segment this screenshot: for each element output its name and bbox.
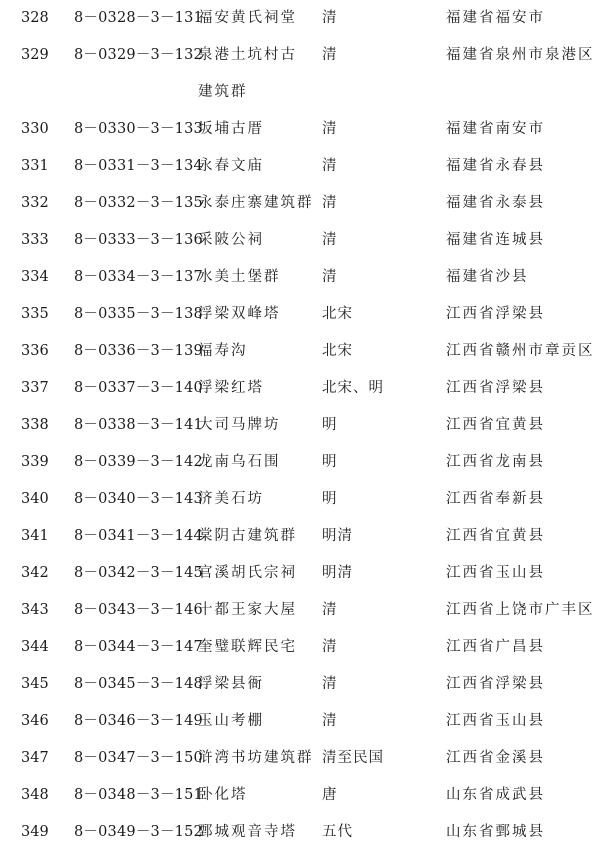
row-number-cell: 329 [21,47,49,63]
table-row [0,296,600,333]
row-code-cell: 8－0337－3－140 [74,380,203,396]
row-name-cell: 十都王家大屋 [198,602,297,618]
row-era-cell: 北宋 [322,343,353,359]
row-location-cell: 福建省永泰县 [446,195,545,211]
table-row [0,592,600,629]
table-row [0,0,600,37]
row-era-cell: 清 [322,195,338,211]
row-number-cell: 328 [21,10,49,26]
table-row [0,740,600,777]
row-number-cell: 342 [21,565,49,581]
row-location-cell: 福建省南安市 [446,121,545,137]
row-name-cell: 大司马牌坊 [198,417,281,433]
row-code-cell: 8－0342－3－145 [74,565,203,581]
table-row [0,666,600,703]
row-number-cell: 341 [21,528,49,544]
table-row [0,148,600,185]
row-name-cell: 浮梁红塔 [198,380,264,396]
row-number-cell: 337 [21,380,49,396]
table-row [0,37,600,111]
row-location-cell: 福建省永春县 [446,158,545,174]
row-name-cell: 龙南乌石围 [198,454,281,470]
row-code-cell: 8－0346－3－149 [74,713,203,729]
table-row [0,703,600,740]
row-location-cell: 福建省福安市 [446,10,545,26]
row-location-cell: 江西省奉新县 [446,491,545,507]
table-row [0,444,600,481]
row-location-cell: 江西省金溪县 [446,750,545,766]
row-era-cell: 清 [322,47,338,63]
row-number-cell: 345 [21,676,49,692]
row-era-cell: 明 [322,454,338,470]
row-name-cell: 官溪胡氏宗祠 [198,565,297,581]
row-name-cell: 济美石坊 [198,491,264,507]
table-row [0,777,600,814]
row-number-cell: 331 [21,158,49,174]
row-code-cell: 8－0328－3－131 [74,10,203,26]
row-number-cell: 344 [21,639,49,655]
row-name-cell: 浮梁县衙 [198,676,264,692]
row-number-cell: 347 [21,750,49,766]
table-row [0,407,600,444]
table-row [0,111,600,148]
row-era-cell: 明 [322,417,338,433]
row-code-cell: 8－0338－3－141 [74,417,203,433]
row-era-cell: 明清 [322,528,353,544]
row-code-cell: 8－0336－3－139 [74,343,203,359]
row-location-cell: 福建省沙县 [446,269,529,285]
row-name-cell: 永泰庄寨建筑群 [198,195,314,211]
row-era-cell: 清 [322,639,338,655]
row-era-cell: 清 [322,269,338,285]
row-number-cell: 330 [21,121,49,137]
row-era-cell: 清 [322,10,338,26]
row-location-cell: 山东省成武县 [446,787,545,803]
row-code-cell: 8－0333－3－136 [74,232,203,248]
row-code-cell: 8－0345－3－148 [74,676,203,692]
row-number-cell: 346 [21,713,49,729]
row-code-cell: 8－0341－3－144 [74,528,203,544]
row-era-cell: 唐 [322,787,338,803]
row-name-cell: 棠阴古建筑群 [198,528,297,544]
row-location-cell: 江西省龙南县 [446,454,545,470]
row-name-cell: 福寿沟 [198,343,248,359]
row-code-cell: 8－0343－3－146 [74,602,203,618]
table-row [0,814,600,851]
row-number-cell: 338 [21,417,49,433]
row-name-cell: 水美土堡群 [198,269,281,285]
table-row [0,555,600,592]
row-location-cell: 江西省浮梁县 [446,380,545,396]
row-number-cell: 349 [21,824,49,840]
row-number-cell: 333 [21,232,49,248]
row-code-cell: 8－0331－3－134 [74,158,203,174]
row-name-cell: 永春文庙 [198,158,264,174]
row-name-cell: 浮梁双峰塔 [198,306,281,322]
row-era-cell: 清 [322,676,338,692]
row-location-cell: 江西省浮梁县 [446,306,545,322]
row-location-cell: 江西省浮梁县 [446,676,545,692]
row-era-cell: 北宋、明 [322,380,384,396]
row-code-cell: 8－0335－3－138 [74,306,203,322]
row-number-cell: 339 [21,454,49,470]
row-location-cell: 江西省玉山县 [446,713,545,729]
row-location-cell: 江西省宜黄县 [446,528,545,544]
row-era-cell: 五代 [322,824,353,840]
row-code-cell: 8－0339－3－142 [74,454,203,470]
table-row [0,185,600,222]
table-row [0,629,600,666]
row-location-cell: 江西省广昌县 [446,639,545,655]
row-number-cell: 343 [21,602,49,618]
row-code-cell: 8－0347－3－150 [74,750,203,766]
row-name-cell: 福安黄氏祠堂 [198,10,297,26]
row-name-cell: 奎璧联辉民宅 [198,639,297,655]
table-row [0,222,600,259]
row-era-cell: 清 [322,602,338,618]
row-location-cell: 山东省鄄城县 [446,824,545,840]
row-era-cell: 明 [322,491,338,507]
row-name-cell: 采陂公祠 [198,232,264,248]
table-row [0,259,600,296]
row-number-cell: 334 [21,269,49,285]
row-era-cell: 清 [322,232,338,248]
row-era-cell: 清 [322,713,338,729]
row-era-cell: 清至民国 [322,750,384,766]
row-location-cell: 江西省上饶市广丰区 [446,602,595,618]
row-code-cell: 8－0340－3－143 [74,491,203,507]
row-location-cell: 江西省宜黄县 [446,417,545,433]
row-number-cell: 335 [21,306,49,322]
row-code-cell: 8－0344－3－147 [74,639,203,655]
row-code-cell: 8－0334－3－137 [74,269,203,285]
row-code-cell: 8－0330－3－133 [74,121,203,137]
row-location-cell: 福建省连城县 [446,232,545,248]
table-row [0,481,600,518]
row-code-cell: 8－0329－3－132 [74,47,203,63]
row-location-cell: 福建省泉州市泉港区 [446,47,595,63]
row-name-cell: 浒湾书坊建筑群 [198,750,314,766]
table-row [0,518,600,555]
row-era-cell: 清 [322,158,338,174]
row-location-cell: 江西省赣州市章贡区 [446,343,595,359]
row-code-cell: 8－0349－3－152 [74,824,203,840]
row-era-cell: 明清 [322,565,353,581]
row-number-cell: 348 [21,787,49,803]
row-number-cell: 332 [21,195,49,211]
row-name-cell: 卧化塔 [198,787,248,803]
table-row [0,370,600,407]
row-name-cell: 鄄城观音寺塔 [198,824,297,840]
row-number-cell: 336 [21,343,49,359]
row-code-cell: 8－0348－3－151 [74,787,203,803]
row-location-cell: 江西省玉山县 [446,565,545,581]
row-code-cell: 8－0332－3－135 [74,195,203,211]
row-name-cell: 泉港土坑村古建筑群 [198,47,297,100]
row-era-cell: 清 [322,121,338,137]
row-era-cell: 北宋 [322,306,353,322]
row-name-cell: 坂埔古厝 [198,121,264,137]
table-row [0,333,600,370]
row-name-cell: 玉山考棚 [198,713,264,729]
row-number-cell: 340 [21,491,49,507]
